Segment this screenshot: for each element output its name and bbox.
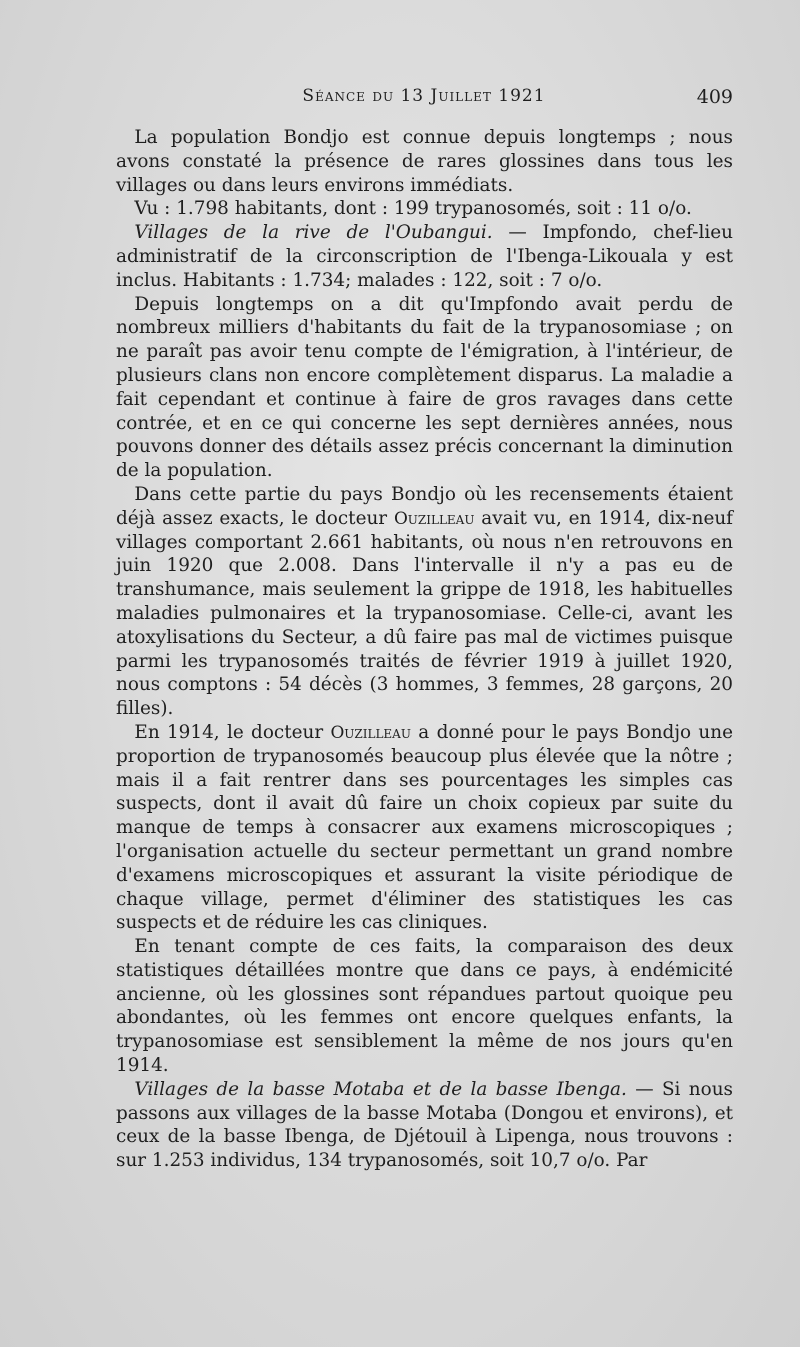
- paragraph-bondjo-stats: [116, 197, 733, 221]
- paragraph-text: avait vu, en 1914, dix-neuf villages comportant 2.661 habitants, où nous n'en retrouvons en juin 1920 que 2.008. Dans l'intervalle il n'y a pas eu de transhumance, mais seulement la grippe de 1918, les habituelles maladies pulmonaires et la trypanosomiase. Celle-ci, avant les atoxylisations du Secteur, a dû faire pas mal de victimes puisque parmi les trypanosomés traités de février 1919 à juillet 1920, nous comptons : 54 décès (3 hommes, 3 femmes, 28 garçons, 20 filles).: [116, 507, 733, 720]
- author-name: Ouzilleau: [330, 721, 411, 742]
- paragraph-text: a donné pour le pays Bondjo une proportion de trypanosomés beaucoup plus élevée que la nôtre ; mais il a fait rentrer dans ses pourcentages les simples cas suspects, dont il avait dû faire un choix copieux par suite du manque de temps à consacrer aux examens microscopiques ; l'organisation actuelle du secteur permettant un grand nombre d'examens microscopiques et assurant la visite périodique de chaque village, permet d'éliminer des statistiques les cas suspects et de réduire les cas cliniques.: [116, 721, 733, 934]
- paragraph-comparison: [116, 935, 733, 1078]
- page-header: [115, 86, 733, 114]
- paragraph-text: Vu : 1.798 habitants, dont : 199 trypanosomés, soit : 11 o/o.: [134, 198, 692, 220]
- page-number: 409: [696, 86, 733, 108]
- paragraph-census: [116, 483, 733, 721]
- section-title-oubangui: Villages de la rive de l'Oubangui.: [134, 222, 493, 244]
- paragraph-text: En 1914, le docteur: [134, 721, 331, 743]
- paragraph-impfondo-history: [116, 293, 733, 483]
- section-title-motaba-ibenga: Villages de la basse Motaba et de la basse Ibenga.: [134, 1078, 627, 1100]
- paragraph-text: Dans cette partie du pays Bondjo où les recensements étaient déjà assez exacts, le docteur: [116, 483, 733, 529]
- paragraph-text: La population Bondjo est connue depuis longtemps ; nous avons constaté la présence de rares glossines dans tous les villages ou dans leurs environs immédiats.: [116, 127, 733, 196]
- running-title: Séance du 13 Juillet 1921: [302, 86, 546, 106]
- author-name: Ouzilleau: [393, 507, 475, 528]
- paragraph-text: — Si nous passons aux villages de la basse Motaba (Dongou et environs), et ceux de la basse Ibenga, de Djétouil à Lipenga, nous trouvons : sur 1.253 individus, 134 trypanosomés, soit 10,7 o/o. Par: [116, 1078, 733, 1172]
- paragraph-text: En tenant compte de ces faits, la comparaison des deux statistiques détaillées montre que dans ce pays, à endémicité ancienne, où les glossines sont répandues partout quoique peu abondantes, où les femmes ont encore quelques enfants, la trypanosomiase est sensiblement la même de nos jours qu'en 1914.: [116, 936, 733, 1077]
- paragraph-oubangui: [116, 221, 733, 292]
- paragraph-ouzilleau-1914: [116, 721, 733, 935]
- paragraph-bondjo-population: [116, 126, 733, 197]
- paragraph-text: Depuis longtemps on a dit qu'Impfondo avait perdu de nombreux milliers d'habitants du fait de la trypanosomiase ; on ne paraît pas avoir tenu compte de l'émigration, à l'intérieur, de plusieurs clans non encore complètement disparus. La maladie a fait cependant et continue à faire de gros ravages dans cette contrée, et en ce qui concerne les sept dernières années, nous pouvons donner des détails assez précis concernant la diminution de la population.: [116, 293, 733, 482]
- paragraph-motaba-ibenga: [116, 1078, 733, 1173]
- paragraph-text: — Impfondo, chef-lieu administratif de la circonscription de l'Ibenga-Likouala y est inclus. Habitants : 1.734; malades : 122, soit : 7 o/o.: [116, 222, 733, 291]
- body-text: [116, 126, 733, 1173]
